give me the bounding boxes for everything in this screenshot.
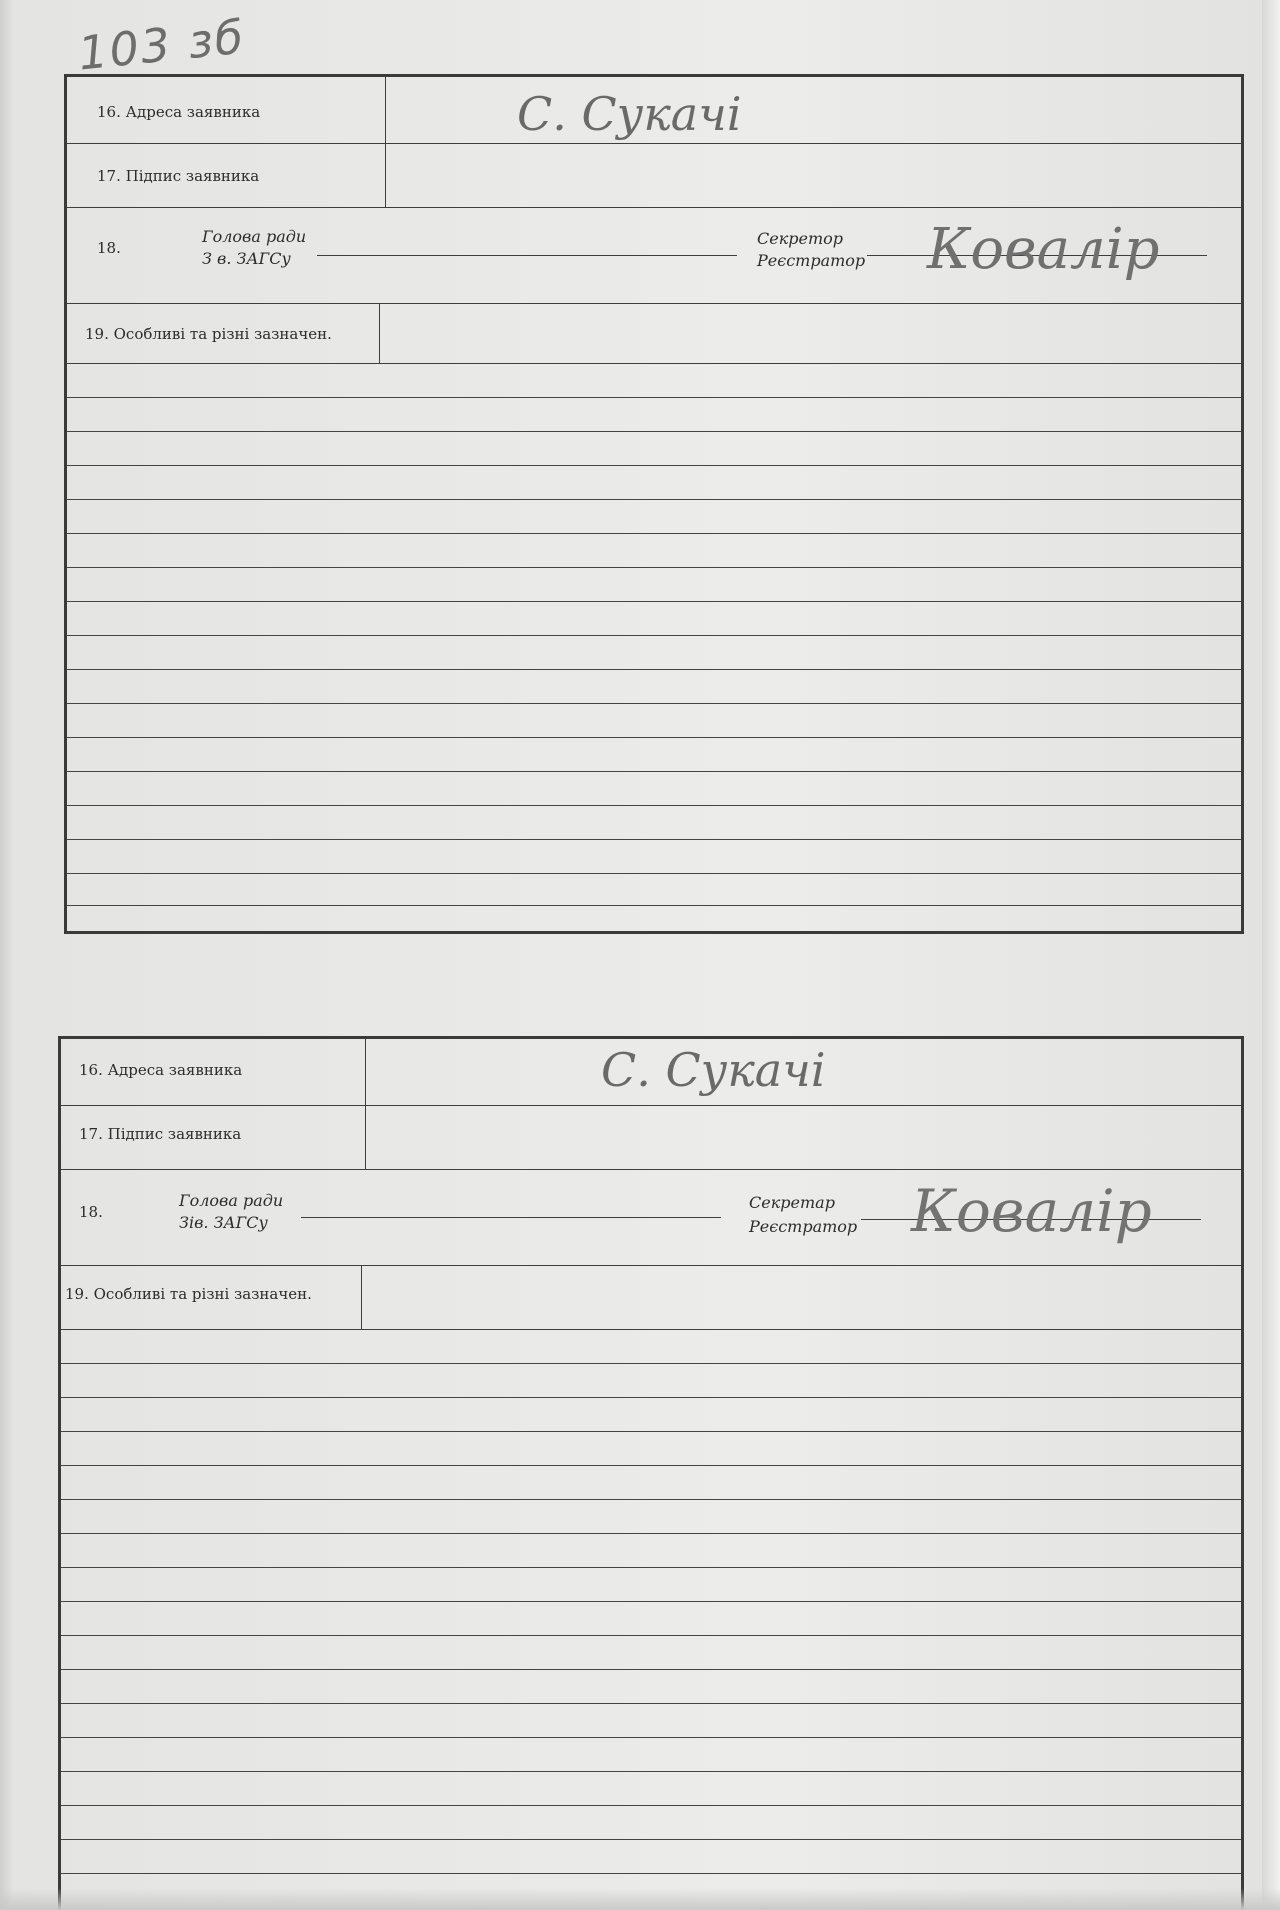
page-number: 103 зб (75, 9, 248, 81)
head-signature-line (317, 255, 737, 256)
torn-bottom-edge (0, 1888, 1280, 1910)
head-title-deputy: З в. ЗАГСу (202, 249, 291, 268)
address-label: 16. Адреса заявника (97, 103, 261, 121)
registrar-title: Реєстратор (749, 1217, 858, 1236)
registrar-signature: Ковалір (911, 1177, 1152, 1245)
page-edge (1262, 0, 1280, 1910)
head-title-deputy: Зів. ЗАГСу (179, 1213, 268, 1232)
item-18-number: 18. (79, 1203, 103, 1221)
item-18-number: 18. (97, 239, 121, 257)
secretary-title: Секретор (757, 229, 844, 248)
address-handwritten: С. Сукачі (517, 87, 742, 141)
address-handwritten: С. Сукачі (601, 1043, 826, 1097)
form-2 (58, 1036, 1244, 1910)
address-label: 16. Адреса заявника (79, 1061, 243, 1079)
registrar-title: Реєстратор (757, 251, 866, 270)
notes-label: 19. Особливі та різні зазначен. (65, 1285, 312, 1303)
head-title: Голова ради (202, 227, 307, 246)
head-title: Голова ради (179, 1191, 284, 1210)
notes-label: 19. Особливі та різні зазначен. (85, 325, 332, 343)
registrar-signature: Ковалір (927, 217, 1160, 282)
signature-label: 17. Підпис заявника (97, 167, 260, 185)
secretary-title: Секретар (749, 1193, 835, 1212)
notes-divider (361, 1265, 362, 1329)
signature-label: 17. Підпис заявника (79, 1125, 242, 1143)
notes-divider (379, 303, 380, 363)
head-signature-line (301, 1217, 721, 1218)
form-1 (64, 74, 1244, 934)
